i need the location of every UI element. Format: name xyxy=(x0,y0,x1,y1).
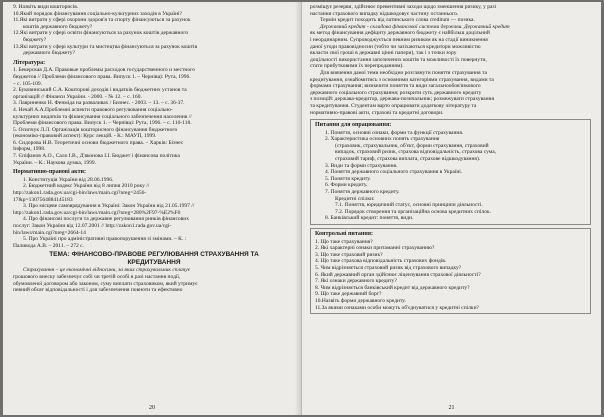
control-item: 10.Назвіть форми державного кредиту. xyxy=(315,297,406,304)
question-item: Кредитні спілки: xyxy=(335,195,375,202)
normative-item: 2. Бюджетний кодекс України від 8 липня 2010 року // xyxy=(23,183,150,190)
literature-item: Проблеми фінансового права. Випуск 1. – Чернівці: Рута, 1996. – с. 110-118. xyxy=(13,120,192,127)
control-item: 11.За якими ознаками особи можуть об'єднуватися у кредитні спілки? xyxy=(315,304,479,311)
question-line: 9. Назвіть види кошторисів. xyxy=(13,4,79,10)
intro-line: та кредитування. Студентам варто опрацювати додаткову літературу та xyxy=(310,102,477,109)
question-line: 11.Які витрати у сфері охорони здоров'я та спорту фінансуються за рахунок xyxy=(13,17,191,24)
intro-line: як метод фінансування дефіциту державного бюджету є найбільш доцільний xyxy=(310,30,490,37)
literature-item: 5. Осипчук Л.Л. Організація кошторисного фінансування бюджетного xyxy=(13,126,178,133)
normative-list xyxy=(13,177,295,250)
literature-item: бюджетов // Проблеми фінансового права. Випуск 1. – Чернівці: Рута, 1996. xyxy=(13,73,191,80)
question-item: 7.1. Поняття, юридичний статус, основні принципи діяльності. xyxy=(335,202,483,209)
control-questions-box xyxy=(310,228,591,314)
control-item: 9. Що таке державний борг? xyxy=(315,291,382,298)
intro-line: Страхування – це економічні відносини, за яких страхувальник сплачує xyxy=(23,267,191,274)
section-title-line: КРЕДИТУВАННЯ xyxy=(127,259,181,267)
normative-link[interactable]: http://zakon1.rada.gov.ua/cgi-bin/laws/main.cgi?nreg=280%2F97-%E2%F0 xyxy=(13,209,181,216)
section-title-line: ТЕМА: ФІНАНСОВО-ПРАВОВЕ РЕГУЛЮВАННЯ СТРАХУВАННЯ ТА xyxy=(49,251,259,259)
question-item: 7. Поняття державного кредиту. xyxy=(325,189,400,196)
question-item: (страховик, страхувальник, об'єкт, форми страхування, страховий xyxy=(335,142,489,149)
control-heading: Контрольні питання: xyxy=(315,231,374,237)
normative-heading: Нормативно-правові акти: xyxy=(13,169,87,176)
question-line: 12.Які витрати у сфері освіти фінансуються за рахунок коштів державного xyxy=(13,30,189,37)
literature-item: культурних видатків та фінансування соціального забезпечення населення // xyxy=(13,113,192,120)
intro-line: кредитування, ознайомитись з основними категоріями страхування, видами та xyxy=(310,76,494,83)
question-item: 8. Банківський кредит: поняття, види. xyxy=(325,215,414,222)
question-line: коштів державного бюджету? xyxy=(23,23,93,30)
right-intro xyxy=(310,4,591,116)
literature-item: 2. Буковинський С.А. Кошторові доходів і видатків бюджетних установ та xyxy=(13,87,187,94)
question-item: випадок, страховий ризик, страхова відповідальність, страхова сума, xyxy=(335,149,497,156)
intro-line: Термін кредит походить від латинського слова creditum — позика. xyxy=(320,17,475,24)
intro-line: і неординарним. Супроводжується певним ризиком як на стадії виникнення xyxy=(310,36,488,43)
control-item: 5. Чим відрізняється страховий ризик від страхового випадку? xyxy=(315,264,462,271)
question-item: 1. Поняття, основні ознаки, форми та функції страхування. xyxy=(325,129,464,136)
intro-line: державного соціального страхування; розкрити суть державного кредиту xyxy=(310,89,482,96)
question-item: 2. Характеристика основних понять страхування xyxy=(325,136,440,143)
normative-item: 1. Конституція України від 28.06.1996. xyxy=(23,176,114,183)
question-item: 4. Поняття державного соціального страхування в Україні. xyxy=(325,169,463,176)
literature-item: Інформ, 1998. xyxy=(13,146,46,153)
question-line: державного бюджету? xyxy=(23,50,75,57)
question-item: 5. Поняття кредиту. xyxy=(325,175,371,182)
literature-item: 4. Нечай А.А.Проблемні аспекти правового регулювання соціально- xyxy=(13,106,173,113)
intro-line: грошового внеску забезпечує собі чи третій особі в разі настання події, xyxy=(13,273,181,280)
intro-line: доцільності використання запозичених коштів та можливості їх повернути, xyxy=(310,56,487,63)
gutter-shadow xyxy=(295,2,301,415)
literature-item: (економіко-правовий аспект): Курс лекцій. - К.: МАУП, 1999. xyxy=(13,133,157,140)
intro-line: формами страхування; визначити поняття та види загальнообов'язкового xyxy=(310,83,481,90)
control-item: 6. Який державний орган здійснює ліцензування страхової діяльності? xyxy=(315,271,481,278)
question-line: бюджету? xyxy=(23,36,47,43)
literature-item: 7. Єпіфанов А.О., Сало І.В., Д'яконова І.І. Бюджет і фінансова політика xyxy=(13,153,180,160)
intro-line: певний обсяг відповідальності і для забезпечення повноти та ефективно xyxy=(13,287,183,294)
control-item: 2. Які характерні ознаки притаманні страхуванню? xyxy=(315,245,435,252)
normative-link[interactable]: http://zakon1.rada.gov.ua/cgi-bin/laws/main.cgi?nreg=2456- xyxy=(13,190,147,197)
intro-line: даної угоди правовідносин (тобто чи зазіхаються кредитори можливістю xyxy=(310,43,481,50)
section-title xyxy=(13,251,295,267)
normative-link[interactable]: 17&p=1307564884145183 xyxy=(13,196,73,203)
normative-item: Паливода А.В. – 2011. – 272 с. xyxy=(13,242,84,249)
literature-item: 3. Лавриненко Н. Фенміда на разваливах / Бизнес. - 2003. – 13. – с. 36-37. xyxy=(13,100,185,107)
intro-line: Державний кредит - складова фінансової системи держави. Державний кредит xyxy=(320,23,510,30)
intro-line: настання страхового випадку відшкодовує частину останнього. xyxy=(310,10,459,17)
literature-item: 1. Бекерская Д.А. Правовые проблемы расходов государственного и местного xyxy=(13,67,195,74)
page-number: 20 xyxy=(149,405,155,412)
question-line: 13.Які витрати у сфері культури та мистецтва фінансуються за рахунок коштів xyxy=(13,43,198,50)
control-item: 4. Що таке страхова відповідальність страхових фондів. xyxy=(315,258,447,265)
control-item: 3. Що таке страховий ризик? xyxy=(315,251,383,258)
question-item: 3. Види та форми страхування. xyxy=(325,162,398,169)
intro-line: з позицій: держава-кредитор, держава-позичальник; розмежувати страхування xyxy=(310,96,495,103)
control-item: 7. Які ознаки державного кредиту? xyxy=(315,278,397,285)
questions-box xyxy=(310,119,591,225)
literature-item: України. – К.: Наукова думка, 1999. xyxy=(13,159,96,166)
intro-paragraph xyxy=(13,267,295,293)
intro-line: стати прибутковими їх перепроданням). xyxy=(310,63,404,70)
page-number: 21 xyxy=(448,405,455,412)
control-item: 8. Чим відрізняється банківський кредит від державного кредиту? xyxy=(315,284,470,291)
question-item: страховий тариф, страхова виплата, страхове відшкодування). xyxy=(335,156,481,163)
intro-line: обумовленої договором або законом, суму виплати страховиком, який утримує xyxy=(13,280,198,287)
question-item: 6. Форми кредиту. xyxy=(325,182,368,189)
normative-item: 4. Про фінансові послуги та державне регулювання ринків фінансових xyxy=(23,216,189,223)
literature-item: – с. 105-109. xyxy=(13,80,43,87)
literature-list xyxy=(13,67,295,166)
question-item: 7.2. Порядок створення та організаційна основа кредитних спілок. xyxy=(335,208,491,215)
normative-item: 3. Про місцеве самоврядування в Україні: Закон України від 21.05.1997 // xyxy=(23,203,195,210)
literature-item: організацій // Фінанси України. - 2000. - № 12. – с. 160. xyxy=(13,93,142,100)
literature-item: 6. Сидорова Н.В. Теоретичні основи бюджетного права. – Харків: Бізнес xyxy=(13,139,184,146)
literature-heading: Література: xyxy=(13,59,46,66)
normative-link[interactable]: bin/laws/main.cgi?nreg=2664-14 xyxy=(13,229,86,236)
normative-item: послуг: Закон України від 12.07.2001 // http://zakon1.rada.gov.ua/cgi- xyxy=(13,223,172,229)
question-line: 10.Який порядок фінансування соціально-культурних заходів в Україні? xyxy=(13,10,182,17)
control-item: 1. Що таке страхування? xyxy=(315,238,373,245)
left-questions xyxy=(13,4,295,57)
questions-heading: Питання для опрацювання: xyxy=(315,122,392,129)
intro-line: Для вивчення даної теми необхідно розглянути поняття страхування та xyxy=(320,69,487,76)
intro-line: нормативно-правові акти, страхові та кредитні договори. xyxy=(310,109,444,116)
intro-line: розміщує резерви, здійснює превентивні заходи щодо зменшення ризику, у разі xyxy=(310,4,497,10)
normative-item: 5. Про Україні про адміністративні правопорушення зі змінами. – К. : xyxy=(23,236,187,243)
intro-line: вкласти свої гроші в державні цінні папери), так і з точки зору xyxy=(310,50,457,57)
book-spread xyxy=(3,2,601,415)
right-page xyxy=(302,2,601,415)
left-page xyxy=(3,2,302,415)
